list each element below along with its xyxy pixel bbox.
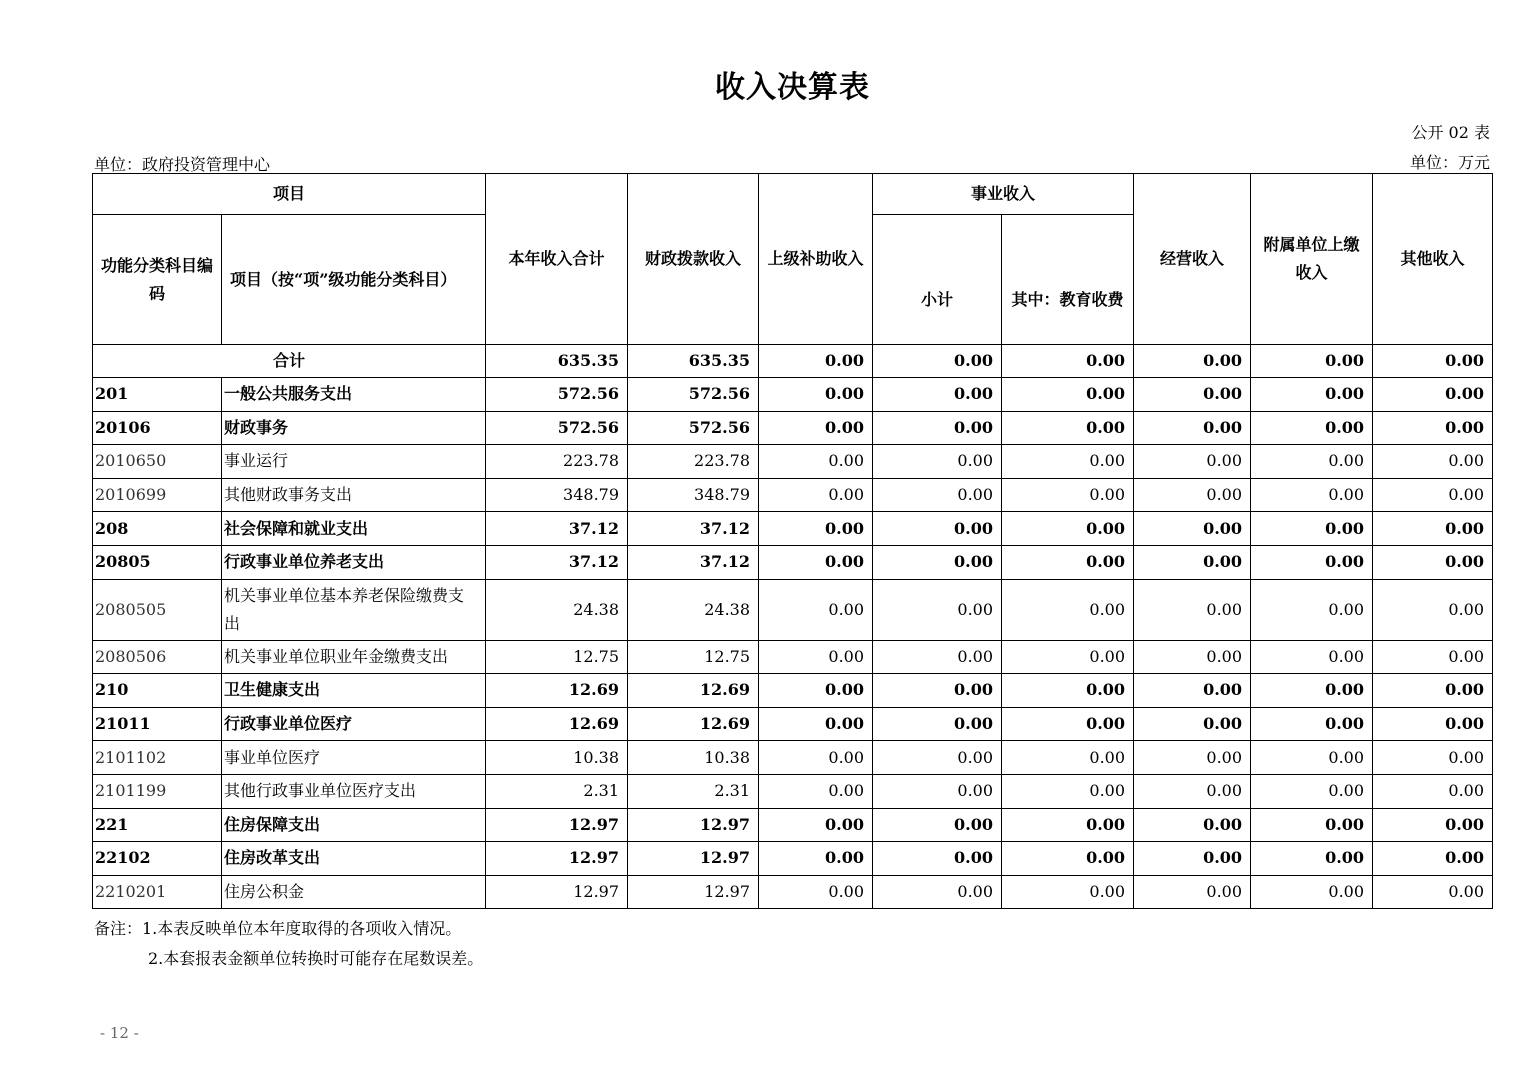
row-value: 0.00 — [873, 478, 1002, 512]
total-cell: 635.35 — [486, 345, 628, 378]
row-value: 0.00 — [1134, 411, 1251, 445]
row-code: 2210201 — [93, 875, 222, 909]
unit-organization: 单位：政府投资管理中心 — [94, 155, 271, 174]
row-value: 572.56 — [628, 411, 759, 445]
row-value: 0.00 — [759, 808, 873, 842]
table-row — [93, 378, 1493, 412]
row-value: 0.00 — [1251, 512, 1373, 546]
row-value: 223.78 — [486, 445, 628, 479]
header-name: 项目（按“项”级功能分类科目） — [222, 215, 486, 345]
row-name: 社会保障和就业支出 — [222, 512, 486, 546]
row-value: 0.00 — [1002, 545, 1134, 579]
row-code: 210 — [93, 674, 222, 708]
row-value: 0.00 — [1251, 579, 1373, 640]
income-table — [92, 173, 1493, 909]
row-value: 0.00 — [1373, 579, 1493, 640]
total-cell: 0.00 — [1373, 345, 1493, 378]
row-name: 一般公共服务支出 — [222, 378, 486, 412]
row-code: 221 — [93, 808, 222, 842]
row-value: 0.00 — [1251, 445, 1373, 479]
row-value: 10.38 — [628, 741, 759, 775]
row-name: 其他行政事业单位医疗支出 — [222, 774, 486, 808]
row-value: 0.00 — [1373, 707, 1493, 741]
total-cell: 635.35 — [628, 345, 759, 378]
header-subtotal: 小计 — [873, 215, 1002, 345]
row-value: 572.56 — [486, 378, 628, 412]
row-value: 0.00 — [1002, 808, 1134, 842]
row-value: 0.00 — [759, 774, 873, 808]
row-value: 0.00 — [1002, 707, 1134, 741]
unit-currency: 单位：万元 — [1409, 153, 1490, 172]
row-value: 572.56 — [486, 411, 628, 445]
row-name: 机关事业单位基本养老保险缴费支出 — [222, 579, 486, 640]
total-cell: 0.00 — [1002, 345, 1134, 378]
page-title: 收入决算表 — [715, 70, 870, 105]
row-code: 22102 — [93, 842, 222, 876]
row-value: 37.12 — [486, 512, 628, 546]
table-row — [93, 545, 1493, 579]
row-code: 208 — [93, 512, 222, 546]
total-cell: 0.00 — [873, 345, 1002, 378]
row-value: 0.00 — [1251, 741, 1373, 775]
row-value: 2.31 — [486, 774, 628, 808]
row-value: 0.00 — [873, 741, 1002, 775]
header-other: 其他收入 — [1373, 174, 1493, 345]
row-value: 0.00 — [759, 378, 873, 412]
row-value: 12.75 — [628, 640, 759, 674]
row-value: 0.00 — [1002, 411, 1134, 445]
row-value: 0.00 — [1134, 875, 1251, 909]
row-value: 0.00 — [1002, 774, 1134, 808]
row-value: 0.00 — [759, 875, 873, 909]
row-value: 0.00 — [873, 378, 1002, 412]
row-value: 0.00 — [1134, 445, 1251, 479]
row-value: 0.00 — [873, 808, 1002, 842]
row-value: 0.00 — [1002, 579, 1134, 640]
row-value: 0.00 — [873, 842, 1002, 876]
table-row — [93, 478, 1493, 512]
row-code: 2101102 — [93, 741, 222, 775]
row-value: 0.00 — [873, 545, 1002, 579]
row-value: 0.00 — [1134, 842, 1251, 876]
row-value: 0.00 — [759, 640, 873, 674]
row-value: 0.00 — [1373, 445, 1493, 479]
row-value: 0.00 — [1134, 579, 1251, 640]
row-value: 0.00 — [1134, 478, 1251, 512]
row-value: 0.00 — [1251, 875, 1373, 909]
row-value: 0.00 — [873, 640, 1002, 674]
row-value: 0.00 — [1134, 378, 1251, 412]
row-code: 20805 — [93, 545, 222, 579]
row-value: 0.00 — [1002, 378, 1134, 412]
row-value: 0.00 — [1134, 512, 1251, 546]
row-code: 21011 — [93, 707, 222, 741]
row-value: 0.00 — [759, 674, 873, 708]
row-name: 住房改革支出 — [222, 842, 486, 876]
row-value: 0.00 — [1251, 378, 1373, 412]
row-value: 0.00 — [1134, 808, 1251, 842]
row-value: 0.00 — [759, 579, 873, 640]
row-value: 10.38 — [486, 741, 628, 775]
row-value: 0.00 — [1134, 674, 1251, 708]
row-value: 0.00 — [1134, 774, 1251, 808]
table-row — [93, 674, 1493, 708]
row-name: 机关事业单位职业年金缴费支出 — [222, 640, 486, 674]
note-line: 2.本套报表金额单位转换时可能存在尾数误差。 — [148, 949, 484, 968]
row-value: 0.00 — [873, 707, 1002, 741]
row-value: 0.00 — [1251, 478, 1373, 512]
row-value: 12.69 — [486, 707, 628, 741]
row-value: 24.38 — [628, 579, 759, 640]
table-row — [93, 579, 1493, 640]
row-value: 0.00 — [1002, 674, 1134, 708]
row-value: 0.00 — [1373, 640, 1493, 674]
row-value: 0.00 — [1002, 842, 1134, 876]
row-code: 2010699 — [93, 478, 222, 512]
table-row — [93, 741, 1493, 775]
note-line: 备注：1.本表反映单位本年度取得的各项收入情况。 — [94, 919, 462, 938]
header-item: 项目 — [93, 174, 486, 215]
table-row — [93, 640, 1493, 674]
row-value: 0.00 — [1373, 674, 1493, 708]
row-name: 其他财政事务支出 — [222, 478, 486, 512]
row-value: 0.00 — [873, 445, 1002, 479]
row-value: 12.97 — [486, 808, 628, 842]
row-value: 0.00 — [1134, 707, 1251, 741]
row-name: 行政事业单位养老支出 — [222, 545, 486, 579]
row-value: 0.00 — [1134, 640, 1251, 674]
row-value: 0.00 — [1373, 545, 1493, 579]
table-row — [93, 445, 1493, 479]
row-value: 12.97 — [628, 875, 759, 909]
row-value: 0.00 — [873, 774, 1002, 808]
row-value: 12.69 — [486, 674, 628, 708]
row-value: 0.00 — [759, 478, 873, 512]
notes — [94, 914, 483, 974]
row-value: 12.97 — [628, 842, 759, 876]
row-value: 0.00 — [759, 445, 873, 479]
row-value: 0.00 — [873, 875, 1002, 909]
row-value: 0.00 — [1002, 640, 1134, 674]
row-value: 0.00 — [1373, 808, 1493, 842]
row-value: 37.12 — [486, 545, 628, 579]
row-name: 事业单位医疗 — [222, 741, 486, 775]
table-row — [93, 707, 1493, 741]
row-value: 0.00 — [1134, 545, 1251, 579]
table-row — [93, 512, 1493, 546]
row-value: 0.00 — [1373, 774, 1493, 808]
row-value: 0.00 — [759, 707, 873, 741]
row-value: 572.56 — [628, 378, 759, 412]
row-value: 37.12 — [628, 545, 759, 579]
row-value: 0.00 — [1373, 512, 1493, 546]
row-value: 0.00 — [1134, 741, 1251, 775]
row-value: 0.00 — [873, 512, 1002, 546]
row-code: 2010650 — [93, 445, 222, 479]
row-value: 24.38 — [486, 579, 628, 640]
row-value: 2.31 — [628, 774, 759, 808]
row-value: 0.00 — [1251, 808, 1373, 842]
row-value: 0.00 — [873, 674, 1002, 708]
header-code: 功能分类科目编码 — [93, 215, 222, 345]
row-code: 2080505 — [93, 579, 222, 640]
row-value: 0.00 — [873, 579, 1002, 640]
row-name: 住房公积金 — [222, 875, 486, 909]
row-value: 0.00 — [1002, 478, 1134, 512]
row-value: 0.00 — [873, 411, 1002, 445]
row-code: 20106 — [93, 411, 222, 445]
total-cell: 0.00 — [759, 345, 873, 378]
row-code: 201 — [93, 378, 222, 412]
row-value: 0.00 — [1373, 741, 1493, 775]
row-value: 0.00 — [759, 741, 873, 775]
row-value: 0.00 — [1251, 707, 1373, 741]
header-total: 本年收入合计 — [486, 174, 628, 345]
total-label: 合计 — [93, 345, 486, 378]
row-name: 行政事业单位医疗 — [222, 707, 486, 741]
row-value: 0.00 — [759, 411, 873, 445]
row-value: 12.97 — [486, 875, 628, 909]
total-cell: 0.00 — [1134, 345, 1251, 378]
row-code: 2080506 — [93, 640, 222, 674]
row-value: 0.00 — [1251, 545, 1373, 579]
table-row — [93, 411, 1493, 445]
row-value: 0.00 — [1002, 875, 1134, 909]
total-row — [93, 345, 1493, 378]
row-value: 223.78 — [628, 445, 759, 479]
row-value: 0.00 — [759, 842, 873, 876]
row-value: 0.00 — [1373, 411, 1493, 445]
row-value: 0.00 — [1251, 411, 1373, 445]
row-value: 0.00 — [1251, 674, 1373, 708]
table-row — [93, 808, 1493, 842]
row-value: 0.00 — [1251, 640, 1373, 674]
row-value: 0.00 — [1251, 774, 1373, 808]
row-value: 12.75 — [486, 640, 628, 674]
header-edu: 其中：教育收费 — [1002, 215, 1134, 345]
row-name: 事业运行 — [222, 445, 486, 479]
row-value: 0.00 — [759, 512, 873, 546]
table-row — [93, 875, 1493, 909]
row-name: 卫生健康支出 — [222, 674, 486, 708]
table-row — [93, 774, 1493, 808]
row-code: 2101199 — [93, 774, 222, 808]
row-value: 0.00 — [1002, 741, 1134, 775]
row-value: 12.69 — [628, 707, 759, 741]
row-value: 0.00 — [1373, 378, 1493, 412]
row-name: 住房保障支出 — [222, 808, 486, 842]
row-value: 37.12 — [628, 512, 759, 546]
row-value: 12.97 — [486, 842, 628, 876]
row-value: 0.00 — [1002, 512, 1134, 546]
row-value: 348.79 — [628, 478, 759, 512]
total-cell: 0.00 — [1251, 345, 1373, 378]
row-value: 0.00 — [1002, 445, 1134, 479]
header-career: 事业收入 — [873, 174, 1134, 215]
header-affiliate: 附属单位上缴收入 — [1251, 174, 1373, 345]
row-value: 0.00 — [1373, 478, 1493, 512]
row-value: 12.97 — [628, 808, 759, 842]
header-operating: 经营收入 — [1134, 174, 1251, 345]
table-row — [93, 842, 1493, 876]
row-value: 0.00 — [759, 545, 873, 579]
row-value: 12.69 — [628, 674, 759, 708]
row-value: 0.00 — [1251, 842, 1373, 876]
header-fiscal: 财政拨款收入 — [628, 174, 759, 345]
form-number: 公开 02 表 — [1411, 123, 1490, 142]
row-value: 348.79 — [486, 478, 628, 512]
row-name: 财政事务 — [222, 411, 486, 445]
header-subsidy: 上级补助收入 — [759, 174, 873, 345]
page-number: - 12 - — [100, 1024, 139, 1042]
row-value: 0.00 — [1373, 875, 1493, 909]
row-value: 0.00 — [1373, 842, 1493, 876]
